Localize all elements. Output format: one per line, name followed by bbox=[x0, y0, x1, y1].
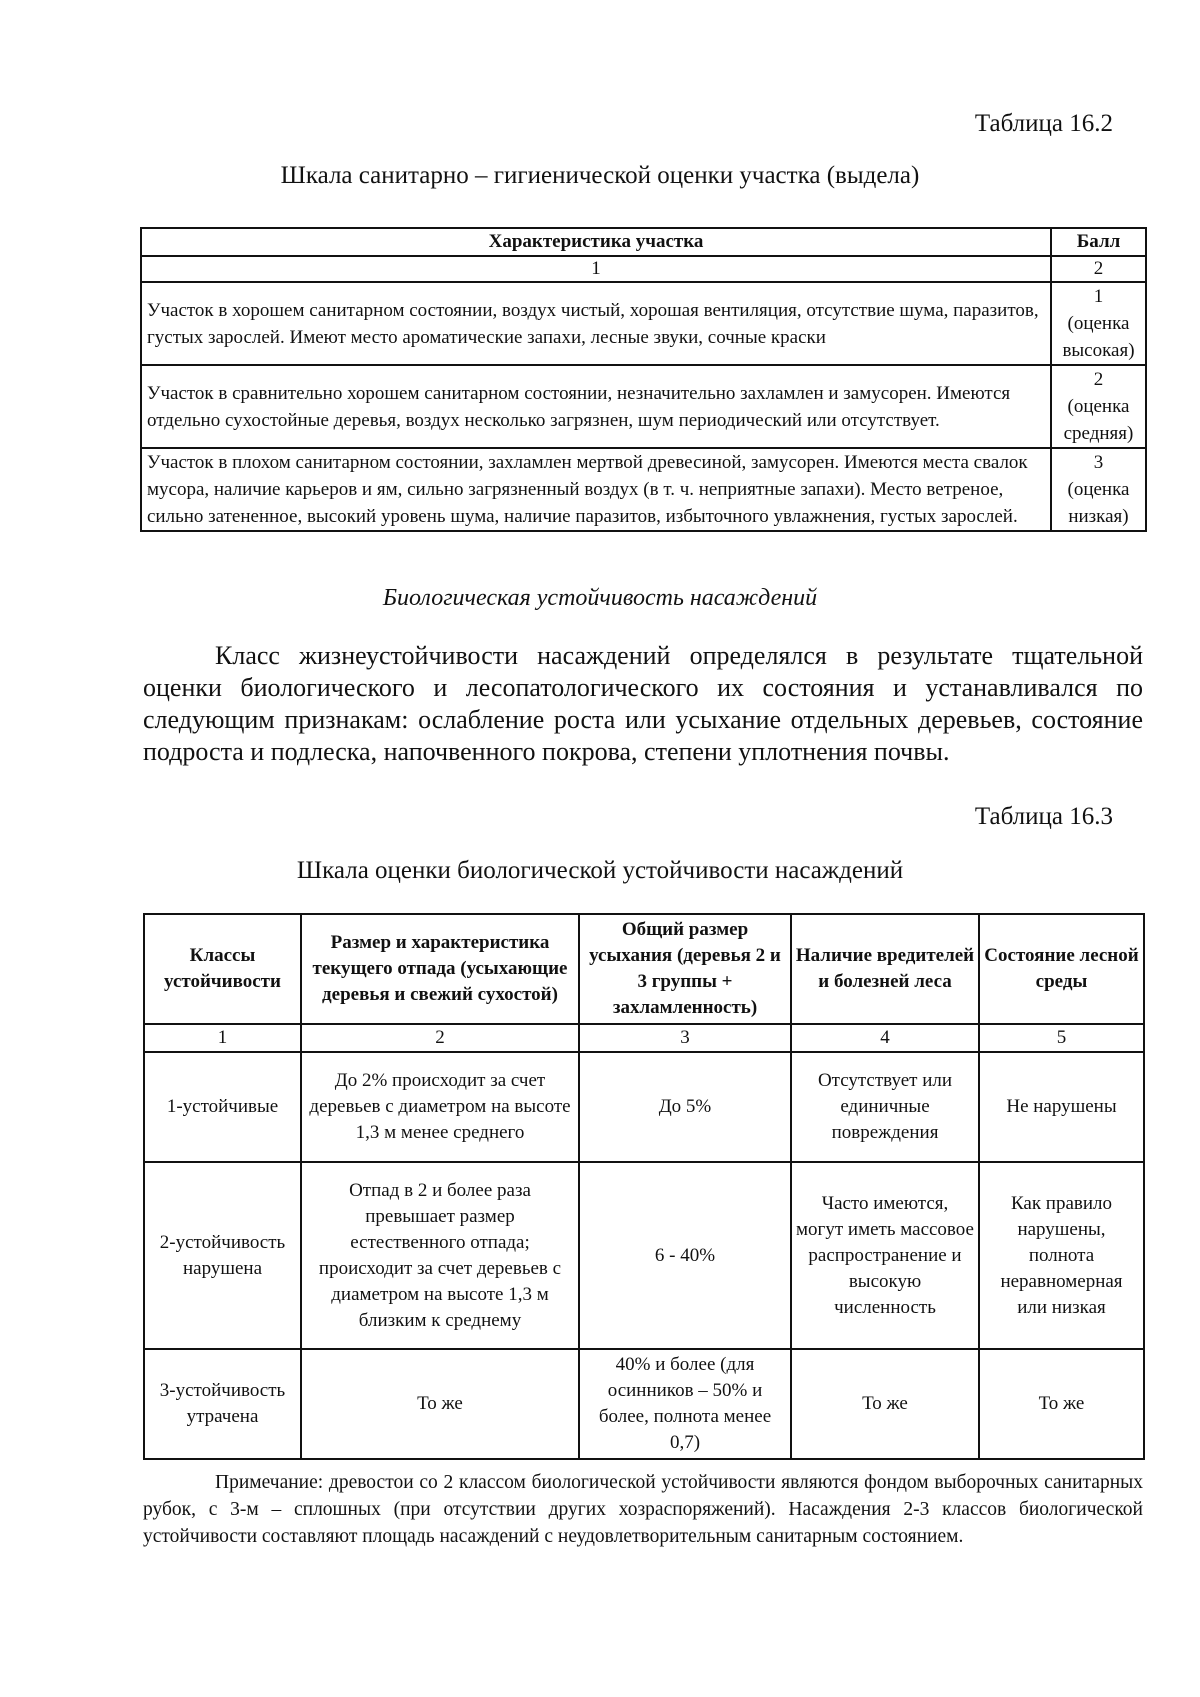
column-number: 3 bbox=[579, 1024, 791, 1052]
body-paragraph: Класс жизнеустойчивости насаждений определялся в результате тщательной оценки биологического и лесопатологического их состояния и устанавливался по следующим признакам: ослабление роста или усыхание отдельных деревьев, состояние подроста и подлеска, напочвенного покрова, степени уплотнения почвы. bbox=[143, 641, 1143, 766]
column-number-row bbox=[144, 1024, 1144, 1052]
score-word: (оценка bbox=[1067, 313, 1130, 334]
pests-cell: То же bbox=[791, 1349, 979, 1459]
table-row bbox=[144, 1052, 1144, 1162]
table-row bbox=[144, 1162, 1144, 1349]
environment-cell: Не нарушены bbox=[979, 1052, 1144, 1162]
environment-cell: Как правило нарушены, полнота неравномерная или низкая bbox=[979, 1162, 1144, 1349]
table-16-3-label: Таблица 16.3 bbox=[974, 803, 1113, 830]
header-score: Балл bbox=[1051, 228, 1146, 256]
column-number: 2 bbox=[301, 1024, 579, 1052]
drying-cell: До 5% bbox=[579, 1052, 791, 1162]
table-16-2-label: Таблица 16.2 bbox=[974, 110, 1113, 137]
score-level: высокая) bbox=[1062, 340, 1135, 361]
table-16-2-title: Шкала санитарно – гигиенической оценки участка (выдела) bbox=[280, 162, 920, 189]
header-forest-environment: Состояние лесной среды bbox=[979, 914, 1144, 1024]
column-number: 5 bbox=[979, 1024, 1144, 1052]
header-stability-classes: Классы устойчивости bbox=[144, 914, 301, 1024]
table-header-row bbox=[144, 914, 1144, 1024]
drying-cell: 6 - 40% bbox=[579, 1162, 791, 1349]
header-current-dieback: Размер и характеристика текущего отпада (усыхающие деревья и свежий сухостой) bbox=[301, 914, 579, 1024]
table-row bbox=[144, 1349, 1144, 1459]
environment-cell: То же bbox=[979, 1349, 1144, 1459]
column-number: 1 bbox=[144, 1024, 301, 1052]
row-description: Участок в плохом санитарном состоянии, захламлен мертвой древесиной, замусорен. Имеются места свалок мусора, наличие карьеров и ям, сильно загрязненный воздух (в т. ч. неприятные запахи). Место ветреное, сильно затененное, высокий уровень шума, наличие паразитов, избыточного увлажнения, густых зарослей. bbox=[141, 448, 1051, 531]
score-word: (оценка bbox=[1067, 396, 1130, 417]
table-16-3-title: Шкала оценки биологической устойчивости насаждений bbox=[296, 857, 904, 884]
score-level: средняя) bbox=[1063, 423, 1134, 444]
dieback-cell: То же bbox=[301, 1349, 579, 1459]
pests-cell: Часто имеются, могут иметь массовое распространение и высокую численность bbox=[791, 1162, 979, 1349]
sanitary-hygienic-scale-table bbox=[140, 227, 1147, 532]
header-characteristic: Характеристика участка bbox=[141, 228, 1051, 256]
row-description: Участок в хорошем санитарном состоянии, воздух чистый, хорошая вентиляция, отсутствие шума, паразитов, густых зарослей. Имеют место ароматические запахи, лесные звуки, сочные краски bbox=[141, 282, 1051, 365]
score-value: 2 bbox=[1093, 369, 1104, 390]
table-row bbox=[141, 365, 1146, 448]
header-total-drying: Общий размер усыхания (деревья 2 и 3 группы + захламленность) bbox=[579, 914, 791, 1024]
column-number: 4 bbox=[791, 1024, 979, 1052]
score-word: (оценка bbox=[1067, 479, 1130, 500]
dieback-cell: Отпад в 2 и более раза превышает размер естественного отпада; происходит за счет деревьев с диаметром на высоте 1,3 м близким к среднему bbox=[301, 1162, 579, 1349]
stability-class-cell: 1-устойчивые bbox=[144, 1052, 301, 1162]
score-value: 1 bbox=[1093, 286, 1104, 307]
stability-class-cell: 2-устойчивость нарушена bbox=[144, 1162, 301, 1349]
dieback-cell: До 2% происходит за счет деревьев с диаметром на высоте 1,3 м менее среднего bbox=[301, 1052, 579, 1162]
stability-class-cell: 3-устойчивость утрачена bbox=[144, 1349, 301, 1459]
score-value: 3 bbox=[1093, 452, 1104, 473]
column-number-row bbox=[141, 256, 1146, 282]
pests-cell: Отсутствует или единичные повреждения bbox=[791, 1052, 979, 1162]
score-level: низкая) bbox=[1068, 506, 1129, 527]
row-description: Участок в сравнительно хорошем санитарном состоянии, незначительно захламлен и замусорен. Имеются отдельно сухостойные деревья, воздух несколько загрязнен, шум периодический или отсутствует. bbox=[141, 365, 1051, 448]
row-score bbox=[1051, 282, 1146, 365]
table-row bbox=[141, 448, 1146, 531]
drying-cell: 40% и более (для осинников – 50% и более, полнота менее 0,7) bbox=[579, 1349, 791, 1459]
table-note: Примечание: древостои со 2 классом биологической устойчивости являются фондом выборочных санитарных рубок, с 3-м – сплошных (при отсутствии других хозраспоряжений). Насаждения 2-3 классов биологической устойчивости составляют площадь насаждений с неудовлетворительным санитарным состоянием. bbox=[143, 1472, 1143, 1547]
column-number: 2 bbox=[1051, 256, 1146, 282]
biological-stability-scale-table bbox=[143, 913, 1145, 1460]
header-pests-diseases: Наличие вредителей и болезней леса bbox=[791, 914, 979, 1024]
row-score bbox=[1051, 448, 1146, 531]
column-number: 1 bbox=[141, 256, 1051, 282]
table-row bbox=[141, 282, 1146, 365]
section-heading: Биологическая устойчивость насаждений bbox=[382, 585, 818, 611]
row-score bbox=[1051, 365, 1146, 448]
table-header-row bbox=[141, 228, 1146, 256]
